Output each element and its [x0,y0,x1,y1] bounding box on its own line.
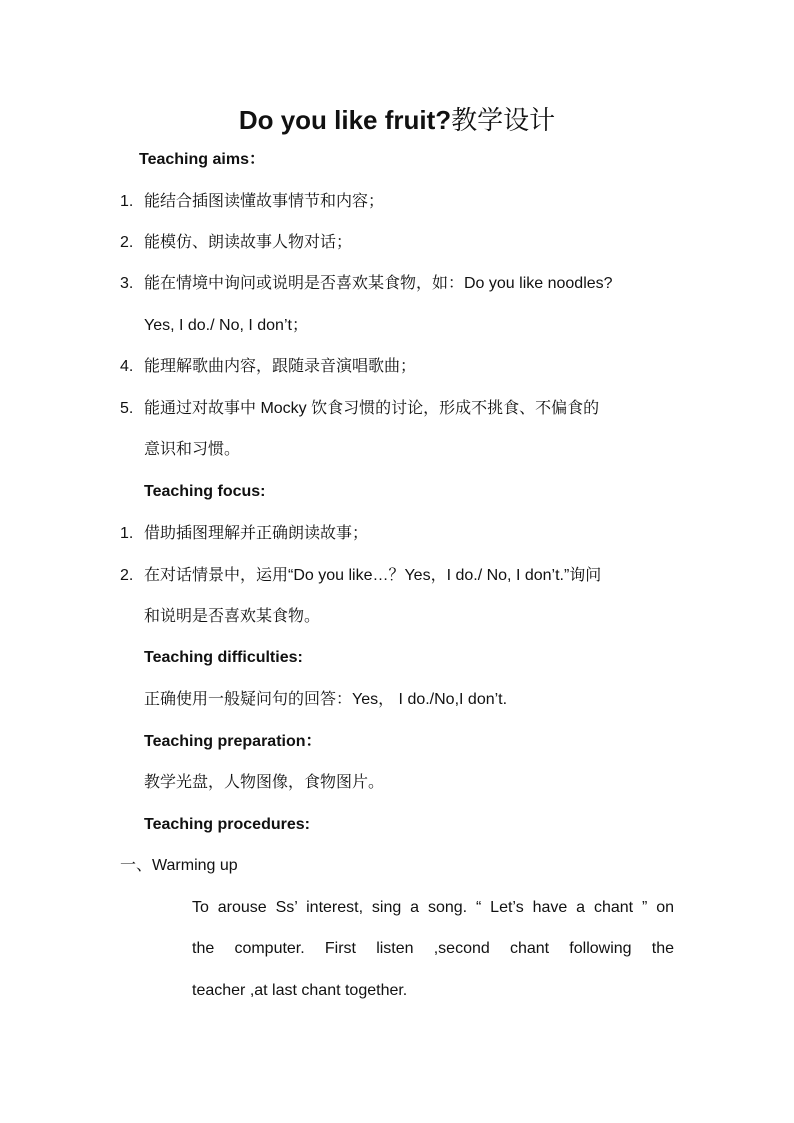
aim-item-5 [120,399,599,419]
aim-number: 5. [120,400,134,417]
aim-number: 2. [120,234,134,251]
teaching-preparation-heading: Teaching preparation： [144,733,322,750]
focus-item-2-continuation: 和说明是否喜欢某食物。 [144,608,321,625]
aim-text: 能结合插图读懂故事情节和内容； [144,193,385,210]
warming-up-line-1: To arouse Ss’ interest, sing a song. “ Let’s have a chant ” on [192,899,674,916]
focus-item-2 [120,566,601,586]
aim-item-4 [120,357,416,377]
aim-item-3-continuation: Yes, I do./ No, I don’t； [144,317,308,334]
focus-item-1 [120,524,368,544]
title-english: Do you like fruit? [238,105,452,135]
teaching-difficulties-text: 正确使用一般疑问句的回答：Yes， I do./No,I don’t. [144,691,508,708]
document-title [0,103,794,137]
aim-number: 3. [120,275,134,292]
teaching-difficulties-heading: Teaching difficulties: [144,649,303,666]
aim-item-3 [120,274,613,294]
aim-text: 能在情境中询问或说明是否喜欢某食物，如：Do you like noodles? [144,275,613,292]
teaching-procedures-heading: Teaching procedures: [144,816,310,833]
aim-item-1 [120,192,384,212]
warming-up-line-2: the computer. First listen ,second chant following the [192,940,674,957]
aim-text: 能理解歌曲内容，跟随录音演唱歌曲； [144,358,417,375]
title-chinese: 教学设计 [451,105,556,135]
warming-up-line-3: teacher ,at last chant together. [192,982,408,999]
aim-text: 能模仿、朗读故事人物对话； [144,234,353,251]
focus-text: 借助插图理解并正确朗读故事； [144,525,369,542]
teaching-aims-heading: Teaching aims： [139,151,265,168]
teaching-preparation-text: 教学光盘，人物图像，食物图片。 [144,774,385,791]
teaching-focus-heading: Teaching focus: [144,483,266,500]
aim-text: 能通过对故事中 Mocky 饮食习惯的讨论，形成不挑食、不偏食的 [144,400,600,417]
aim-item-5-continuation: 意识和习惯。 [144,441,241,458]
step-warming-up-heading: 一、Warming up [120,857,238,874]
focus-number: 2. [120,567,134,584]
focus-number: 1. [120,525,134,542]
aim-item-2 [120,233,352,253]
aim-number: 4. [120,358,134,375]
focus-text: 在对话情景中，运用“Do you like…？Yes，I do./ No, I don’t.”询问 [144,567,602,584]
aim-number: 1. [120,193,134,210]
